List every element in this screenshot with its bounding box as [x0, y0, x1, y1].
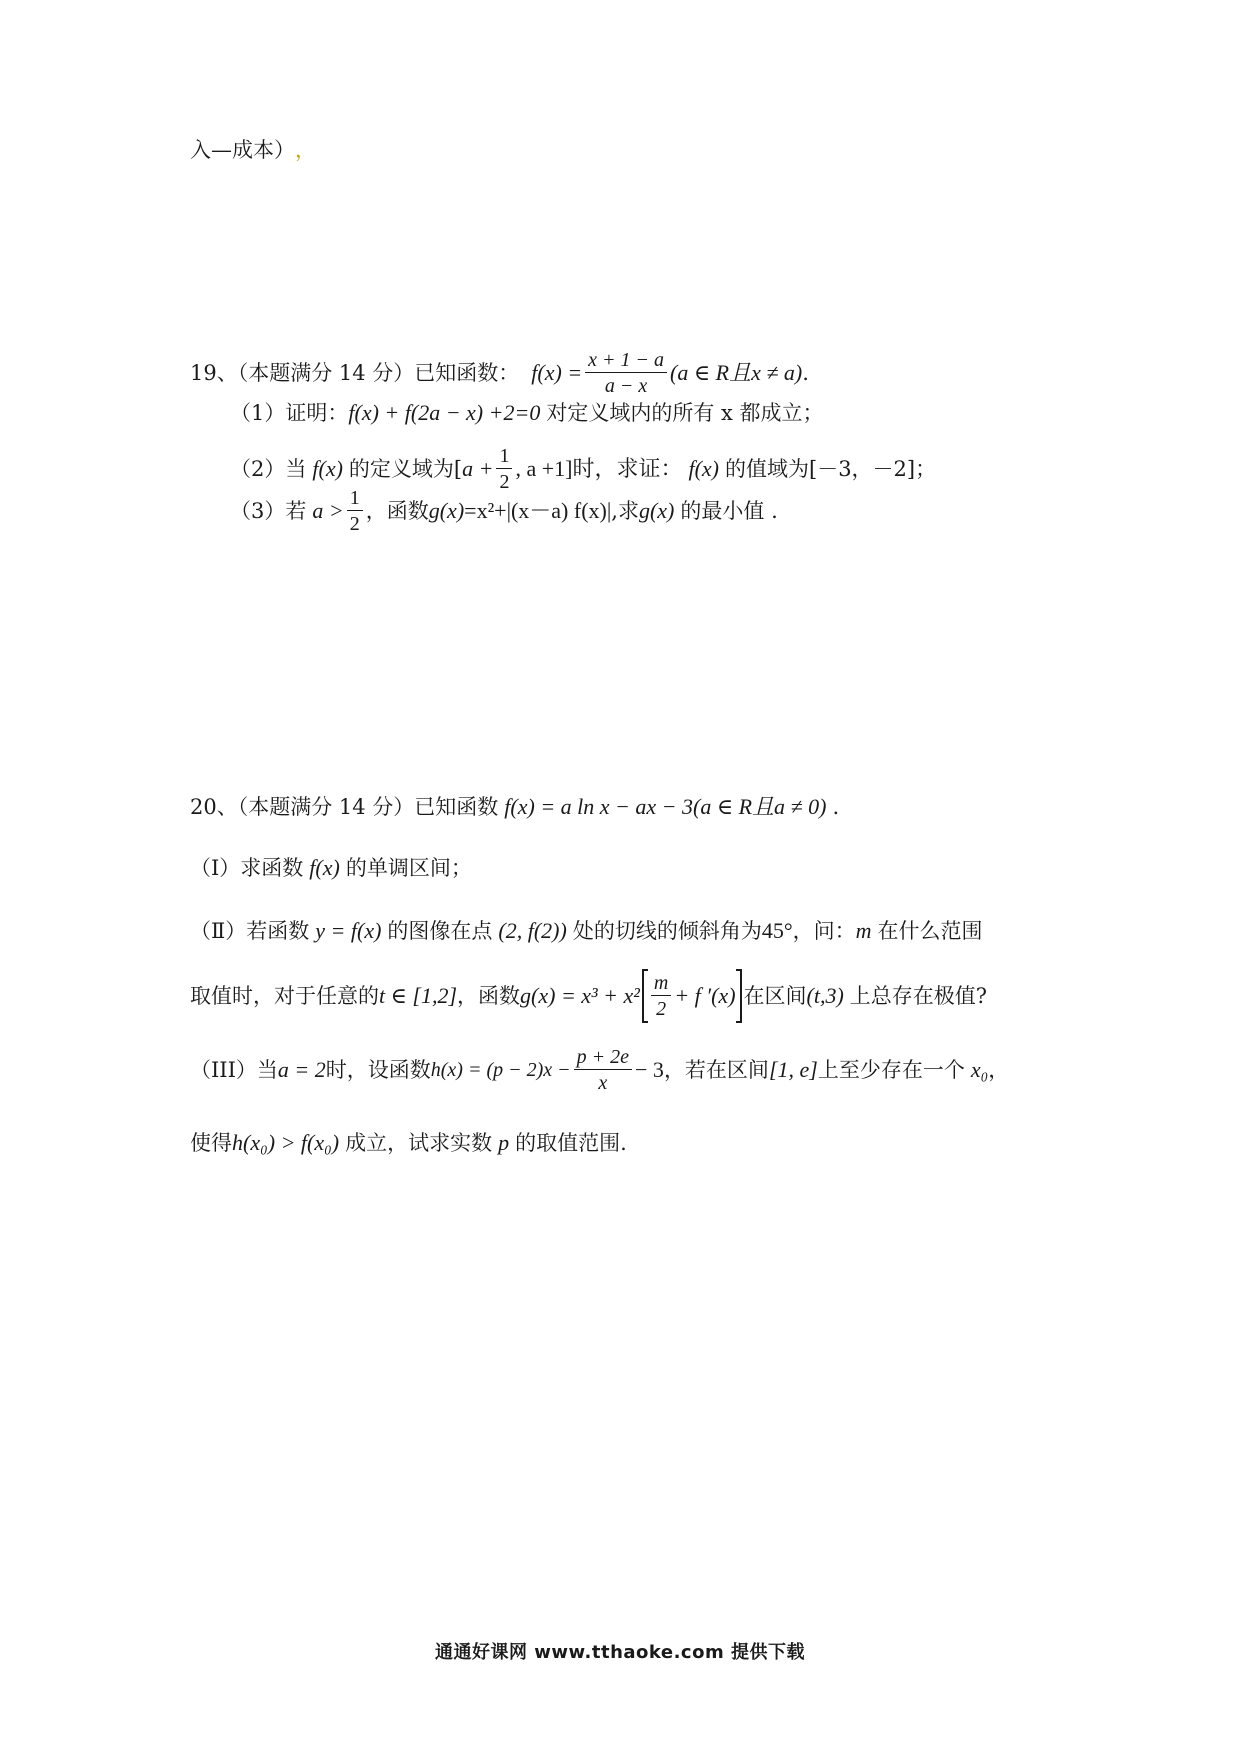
- q20-heading: 20、（本题满分 14 分）已知函数: [190, 794, 499, 819]
- q20-p2b-fraction: [651, 973, 671, 1019]
- q19-fraction: [585, 350, 667, 396]
- q19-p3-g2: g(x): [638, 498, 675, 523]
- q19-p2-fx: f(x): [312, 456, 343, 481]
- q19-p3-text2: ,求: [611, 498, 639, 523]
- q20-p3-b: 时，设函数: [325, 1057, 431, 1082]
- q19-p2-frac-den: 2: [499, 471, 510, 493]
- q20-p3-fraction: [574, 1047, 632, 1093]
- q20-p2b-frac-den: 2: [656, 998, 667, 1020]
- q19-part3: [230, 488, 778, 534]
- q19-p2-fraction: [496, 446, 512, 492]
- q19-p3-a: a >: [312, 498, 344, 523]
- q20-p3-c: ，若在区间: [663, 1057, 769, 1082]
- q20-p4-p: p: [498, 1130, 510, 1155]
- q20-p3-x0: x₀: [970, 1057, 989, 1082]
- q20-part1: [190, 857, 472, 879]
- q20-p2b-g: g(x) = x³ + x²: [520, 983, 640, 1008]
- q19-heading: 19、（本题满分 14 分）已知函数：: [190, 360, 520, 385]
- q20-p3-d: 上至少存在一个: [817, 1057, 965, 1082]
- q20-p2b-t: t ∈ [1,2]: [379, 983, 458, 1008]
- q20-p3-a: （III）当: [190, 1057, 278, 1082]
- q19-p2-label: （2）当: [230, 456, 307, 481]
- q19-p2-text3: 的值域为[－3，－2]；: [725, 456, 937, 481]
- q19-p3-frac-num: 1: [347, 488, 363, 511]
- page-footer: 通通好课网 www.tthaoke.com 提供下载: [435, 1642, 805, 1663]
- q19-p1-label: （1）证明：: [230, 400, 349, 425]
- q20-func: f(x) = a ln x − ax − 3(a ∈ R且a ≠ 0): [504, 794, 827, 819]
- q20-p3-frac-den: x: [598, 1072, 608, 1094]
- q20-p2-c: 处的切线的倾斜角为: [572, 918, 762, 943]
- q20-p3-h2: − 3: [635, 1057, 664, 1082]
- q20-p3-a2: a = 2: [277, 1057, 326, 1082]
- q20-p2b-int: (t,3): [806, 983, 844, 1008]
- q20-p3-h: h(x) = (p − 2)x −: [430, 1059, 571, 1081]
- q20-p1-end: 的单调区间；: [345, 855, 472, 880]
- q20-p2b-frac-num: m: [651, 973, 671, 996]
- q20-p1: （Ⅰ）求函数: [190, 855, 304, 880]
- q20-p2b-c: 在区间: [743, 983, 807, 1008]
- q20-p2b-bracket: [642, 971, 742, 1021]
- q20-p2b-b: ，函数: [457, 983, 521, 1008]
- q19-p3-text3: 的最小值 .: [680, 498, 778, 523]
- q20-p3-e: ，: [988, 1057, 1010, 1082]
- q20-p2-a: （Ⅱ）若函数: [190, 918, 310, 943]
- q19-p3-text1: ，函数: [365, 498, 429, 523]
- q20-p2-b: 的图像在点: [387, 918, 493, 943]
- q19-part1: [230, 402, 824, 424]
- q20-p3-int: [1, e]: [768, 1057, 818, 1082]
- q20-part2b: [190, 970, 987, 1022]
- q20-p2b-d: 上总存在极值?: [849, 983, 988, 1008]
- q19-frac-num: x + 1 − a: [585, 350, 667, 373]
- top-fragment-line: [190, 140, 316, 161]
- q19-p3-frac-den: 2: [349, 513, 360, 535]
- q20-part2: [190, 920, 983, 942]
- q20-p2-d: ，问：: [792, 918, 856, 943]
- q20-heading-line: [190, 796, 839, 818]
- q20-p3-frac-num: p + 2e: [574, 1047, 632, 1070]
- q20-p2b-fp: + f ′(x): [674, 983, 736, 1008]
- top-fragment-mark: ，: [295, 138, 316, 162]
- q19-p3-def: =x²+|(x－a) f(x)|: [464, 498, 612, 523]
- q19-p2-a: a +: [462, 456, 494, 481]
- q20-p2-deg: 45°: [761, 918, 793, 943]
- q20-end: .: [832, 794, 840, 819]
- q19-p2-text1: 的定义域为[: [348, 456, 463, 481]
- q20-part4: [190, 1132, 627, 1154]
- q20-p2b-a: 取值时，对于任意的: [190, 983, 379, 1008]
- q19-part2: [230, 446, 936, 492]
- q19-p3-label: （3）若: [230, 498, 307, 523]
- q19-p2-frac-num: 1: [496, 446, 512, 469]
- q20-p4-c: 的取值范围.: [515, 1130, 627, 1155]
- q19-p3-fraction: [347, 488, 363, 534]
- q20-p2-pt: (2, f(2)): [498, 918, 567, 943]
- q19-func-lhs: f(x) =: [531, 360, 583, 385]
- q19-p2-fx2: f(x): [688, 456, 719, 481]
- q20-p4-ineq: h(x₀) > f(x₀): [232, 1130, 340, 1155]
- q20-p2-e: 在什么范围: [877, 918, 983, 943]
- q19-p2-text2: , a +1]时，求证：: [515, 456, 683, 481]
- q20-p4-b: 成立，试求实数: [345, 1130, 493, 1155]
- q19-cond: (a ∈ R且x ≠ a): [670, 360, 803, 385]
- q19-p3-g: g(x): [428, 498, 465, 523]
- q19-end: .: [802, 360, 809, 385]
- q19-p1-text: 对定义域内的所有 x 都成立；: [546, 400, 824, 425]
- q20-p1-fx: f(x): [309, 855, 340, 880]
- top-fragment: 入—成本）: [190, 138, 295, 162]
- q20-part3: [190, 1045, 1009, 1095]
- q19-heading-line: [190, 350, 809, 396]
- q20-p2-y: y = f(x): [315, 918, 382, 943]
- q19-frac-den: a − x: [604, 375, 648, 397]
- q20-p4-a: 使得: [190, 1130, 232, 1155]
- q20-p2-m: m: [855, 918, 872, 943]
- q19-p1-math: f(x) + f(2a − x) +2=0: [348, 400, 541, 425]
